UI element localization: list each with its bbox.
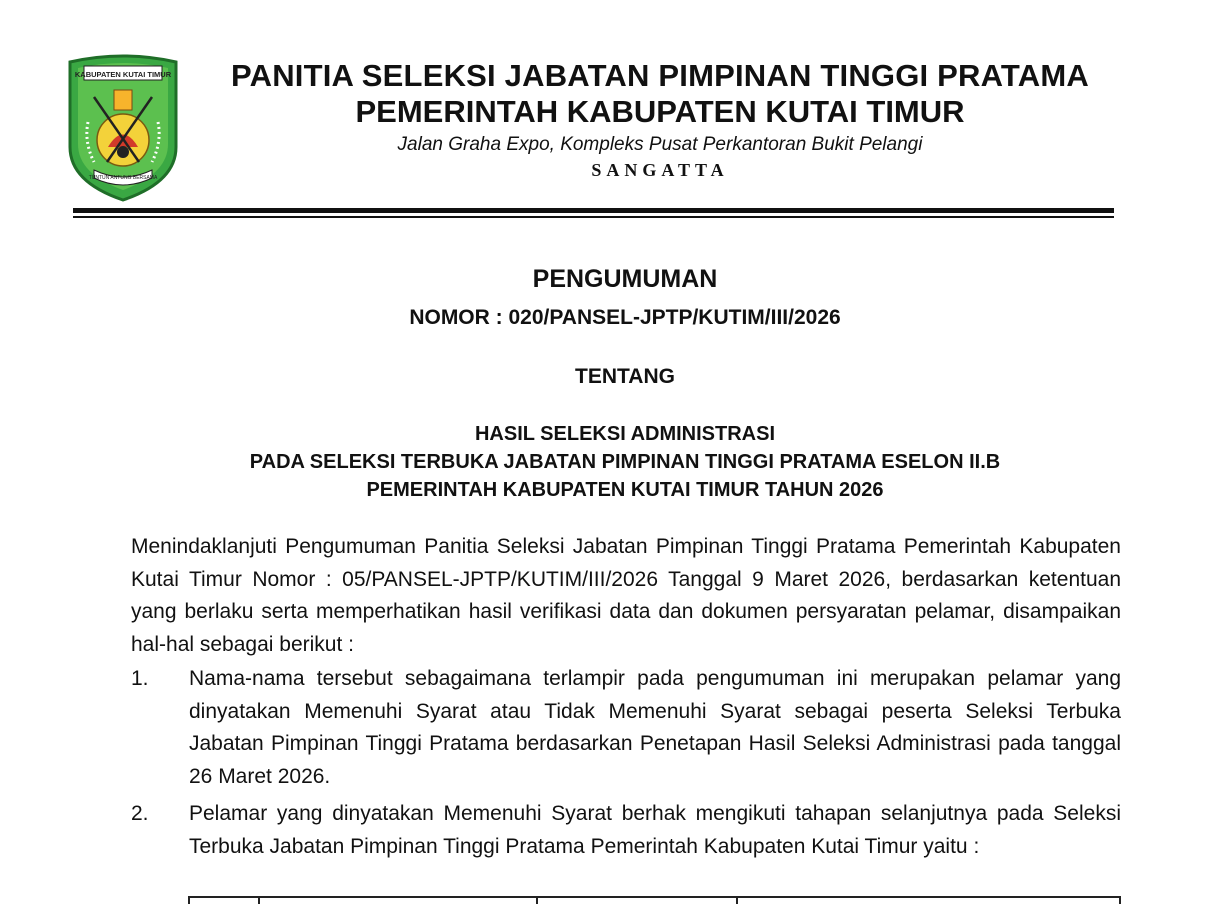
list-item-text: Nama-nama tersebut sebagaimana terlampir pada pengumuman ini merupakan pelamar yang dinyatakan Memenuhi Syarat atau Tidak Memenuhi Syarat sebagai peserta Seleksi Terbuka Jabatan Pimpinan Tinggi Pratama berdasarkan Penetapan Hasil Seleksi Administrasi pada tanggal 26 Maret 2026. — [189, 667, 1121, 788]
city: SANGATTA — [591, 160, 729, 180]
subject-line-1: HASIL SELEKSI ADMINISTRASI — [474, 423, 776, 445]
letterhead-divider-thin — [73, 216, 1114, 218]
list-item-text: Pelamar yang dinyatakan Memenuhi Syarat berhak mengikuti tahapan selanjutnya pada Seleksi Terbuka Jabatan Pimpinan Tinggi Pratama Pemerintah Kabupaten Kutai Timur yaitu : — [189, 802, 1121, 858]
list-item — [131, 798, 1121, 863]
announcement-number: NOMOR : 020/PANSEL-JPTP/KUTIM/III/2026 — [409, 306, 841, 329]
subject-line-3: PEMERINTAH KABUPATEN KUTAI TIMUR TAHUN 2026 — [366, 479, 884, 501]
government-name: PEMERINTAH KABUPATEN KUTAI TIMUR — [355, 94, 965, 129]
about-label: TENTANG — [575, 365, 675, 388]
institution-name: PANITIA SELEKSI JABATAN PIMPINAN TINGGI PRATAMA — [231, 58, 1089, 93]
letterhead-divider — [73, 208, 1114, 213]
intro-paragraph: Menindaklanjuti Pengumuman Panitia Seleksi Jabatan Pimpinan Tinggi Pratama Pemerintah Kabupaten Kutai Timur Nomor : 05/PANSEL-JPTP/KUTIM/III/2026 Tanggal 9 Maret 2026, berdasarkan ketentuan yang berlaku serta memperhatikan hasil verifikasi data dan dokumen persyaratan pelamar, disampaikan hal-hal sebagai berikut : — [131, 535, 1121, 656]
kutai-timur-emblem-icon — [64, 52, 182, 202]
announcement-subject — [60, 420, 1190, 504]
schedule-table-edge — [188, 896, 1121, 904]
list-item-number: 2. — [131, 802, 149, 825]
svg-text:KABUPATEN KUTAI TIMUR: KABUPATEN KUTAI TIMUR — [74, 70, 172, 79]
svg-text:TUNTUN ANTUNG BERSAMA: TUNTUN ANTUNG BERSAMA — [88, 175, 158, 181]
letterhead — [195, 58, 1125, 182]
address: Jalan Graha Expo, Kompleks Pusat Perkantoran Bukit Pelangi — [397, 134, 923, 155]
list-item — [131, 663, 1121, 793]
subject-line-2: PADA SELEKSI TERBUKA JABATAN PIMPINAN TINGGI PRATAMA ESELON II.B — [249, 451, 1001, 473]
announcement-title: PENGUMUMAN — [532, 265, 718, 293]
list-item-number: 1. — [131, 667, 149, 690]
